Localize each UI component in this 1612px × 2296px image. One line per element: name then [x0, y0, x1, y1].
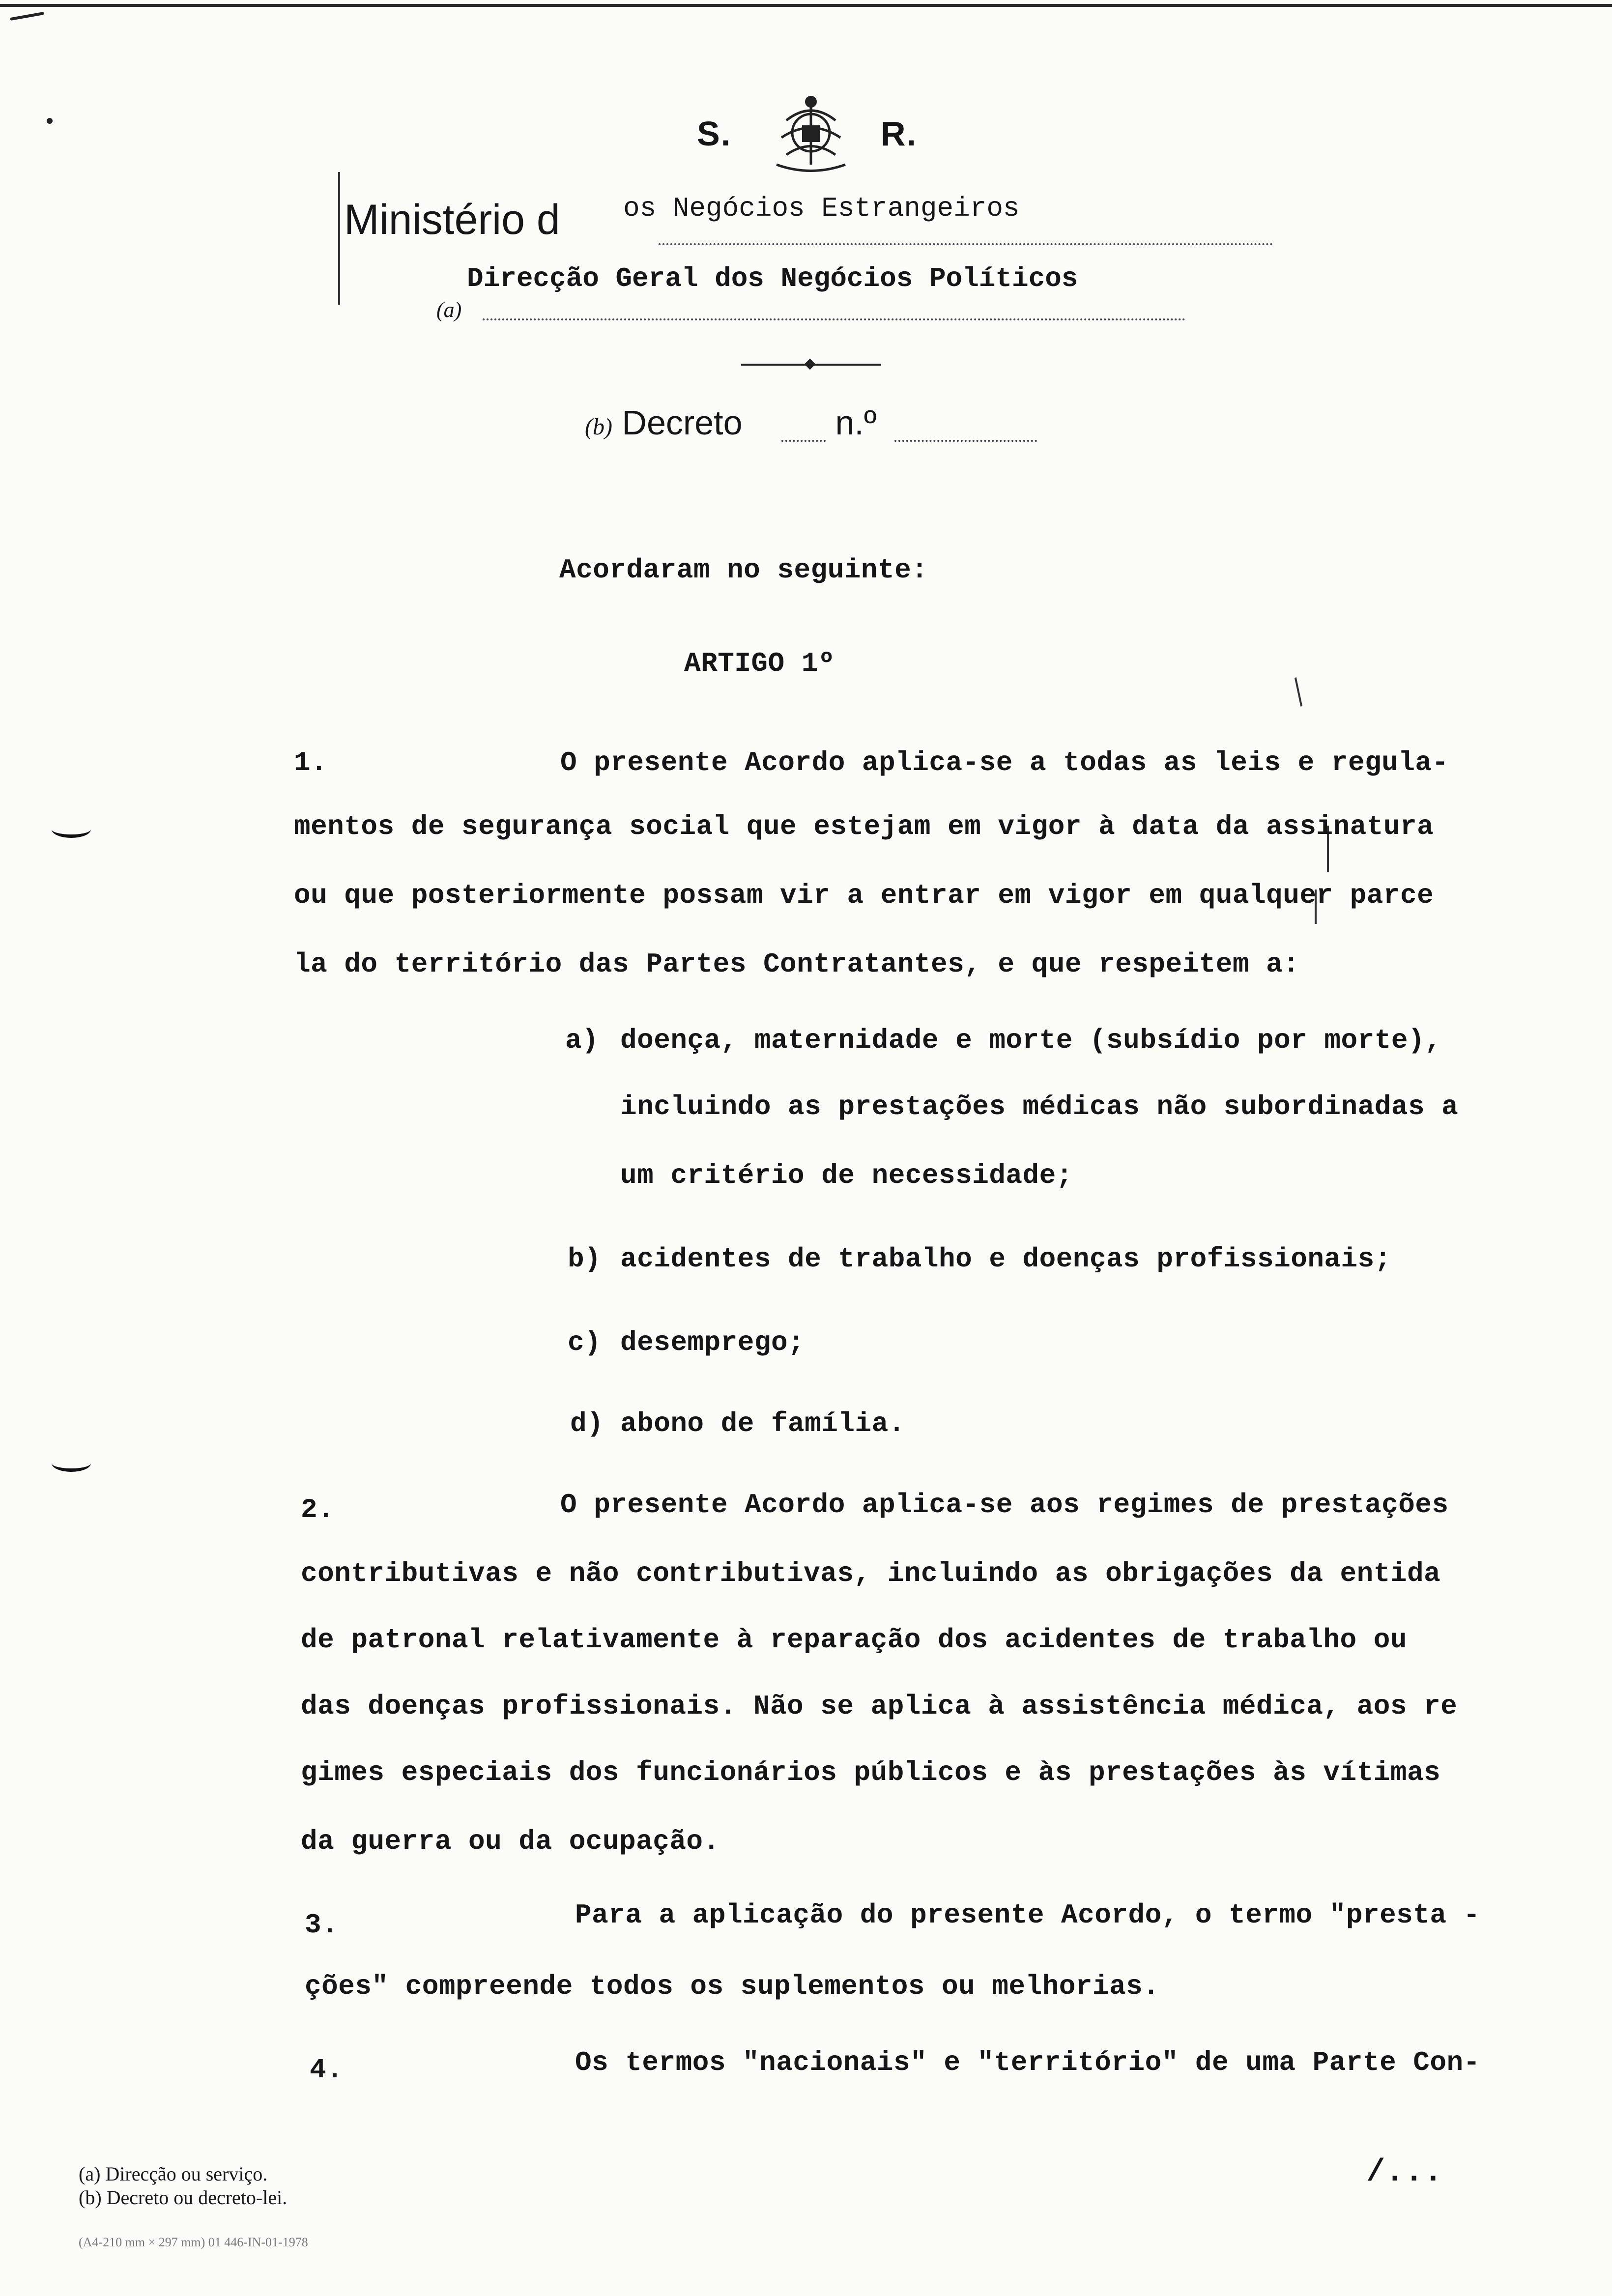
coat-of-arms-icon	[767, 91, 855, 174]
paragraph-number: 2.	[301, 1494, 335, 1525]
footnote: (b) Decreto ou decreto-lei.	[79, 2186, 288, 2209]
paragraph-number: 3.	[305, 1909, 339, 1941]
paragraph-line: da guerra ou da ocupação.	[301, 1826, 720, 1857]
item-line: doença, maternidade e morte (subsídio por morte),	[620, 1025, 1442, 1056]
paragraph-line: das doenças profissionais. Não se aplica à assistência médica, aos re	[301, 1691, 1458, 1722]
item-line: acidentes de trabalho e doenças profissionais;	[620, 1243, 1391, 1275]
printer-line: (A4-210 mm × 297 mm) 01 446-IN-01-1978	[79, 2235, 308, 2249]
margin-line	[338, 172, 340, 305]
decree-number-label: n.º	[835, 403, 877, 442]
decree-dotted-line	[781, 440, 826, 442]
article-title: ARTIGO 1º	[684, 648, 835, 679]
paragraph-line: mentos de segurança social que estejam em vigor à data da assinatura	[294, 811, 1434, 842]
scan-mark	[52, 821, 91, 838]
paragraph-line: ções" compreende todos os suplementos ou melhorias.	[305, 1971, 1160, 2002]
header-left-letter: S.	[697, 115, 732, 153]
direction-marker: (a)	[436, 298, 462, 322]
paragraph-line: O presente Acordo aplica-se aos regimes de prestações	[560, 1489, 1449, 1521]
paragraph-line: gimes especiais dos funcionários públicos e às prestações às vítimas	[301, 1757, 1441, 1788]
scan-mark	[52, 1455, 91, 1472]
header-right-letter: R.	[881, 115, 917, 153]
paragraph-number: 1.	[294, 747, 328, 778]
item-line: abono de família.	[620, 1408, 905, 1439]
ministry-label: Ministério d	[344, 196, 560, 243]
decree-number-dotted-line	[894, 440, 1037, 442]
paragraph-line: ou que posteriormente possam vir a entrar em vigor em qualquer parce	[294, 880, 1434, 911]
paragraph-number: 4.	[310, 2054, 344, 2086]
item-letter: c)	[568, 1327, 602, 1358]
direction-value: Direcção Geral dos Negócios Políticos	[467, 263, 1078, 294]
divider-diamond-icon	[805, 359, 816, 370]
item-letter: b)	[568, 1243, 602, 1275]
top-border-line	[0, 4, 1612, 7]
direction-dotted-line	[483, 318, 1185, 320]
decree-line	[585, 403, 876, 442]
paragraph-line: contributivas e não contributivas, incluindo as obrigações da entida	[301, 1558, 1441, 1589]
item-line: incluindo as prestações médicas não subordinadas a	[620, 1091, 1459, 1122]
paragraph-line: Os termos "nacionais" e "território" de uma Parte Con-	[575, 2047, 1480, 2078]
item-line: desemprego;	[620, 1327, 805, 1358]
ministry-dotted-line	[659, 243, 1273, 245]
paragraph-line: Para a aplicação do presente Acordo, o termo "presta -	[575, 1899, 1480, 1931]
item-letter: d)	[570, 1408, 604, 1439]
continuation-mark: /...	[1366, 2155, 1443, 2190]
item-letter: a)	[565, 1025, 599, 1056]
scan-smudge	[10, 12, 44, 21]
scan-smudge	[47, 118, 53, 124]
decree-label: Decreto	[622, 403, 743, 442]
paragraph-line: la do território das Partes Contratantes, e que respeitem a:	[294, 948, 1300, 980]
decree-marker: (b)	[585, 414, 612, 440]
footnote: (a) Direcção ou serviço.	[79, 2163, 268, 2185]
intro-text: Acordaram no seguinte:	[559, 554, 928, 586]
ministry-value: os Negócios Estrangeiros	[623, 193, 1020, 224]
scan-mark	[1295, 677, 1302, 707]
paragraph-line: de patronal relativamente à reparação dos acidentes de trabalho ou	[301, 1624, 1407, 1656]
item-line: um critério de necessidade;	[620, 1160, 1073, 1191]
paragraph-line: O presente Acordo aplica-se a todas as leis e regula-	[560, 747, 1449, 778]
